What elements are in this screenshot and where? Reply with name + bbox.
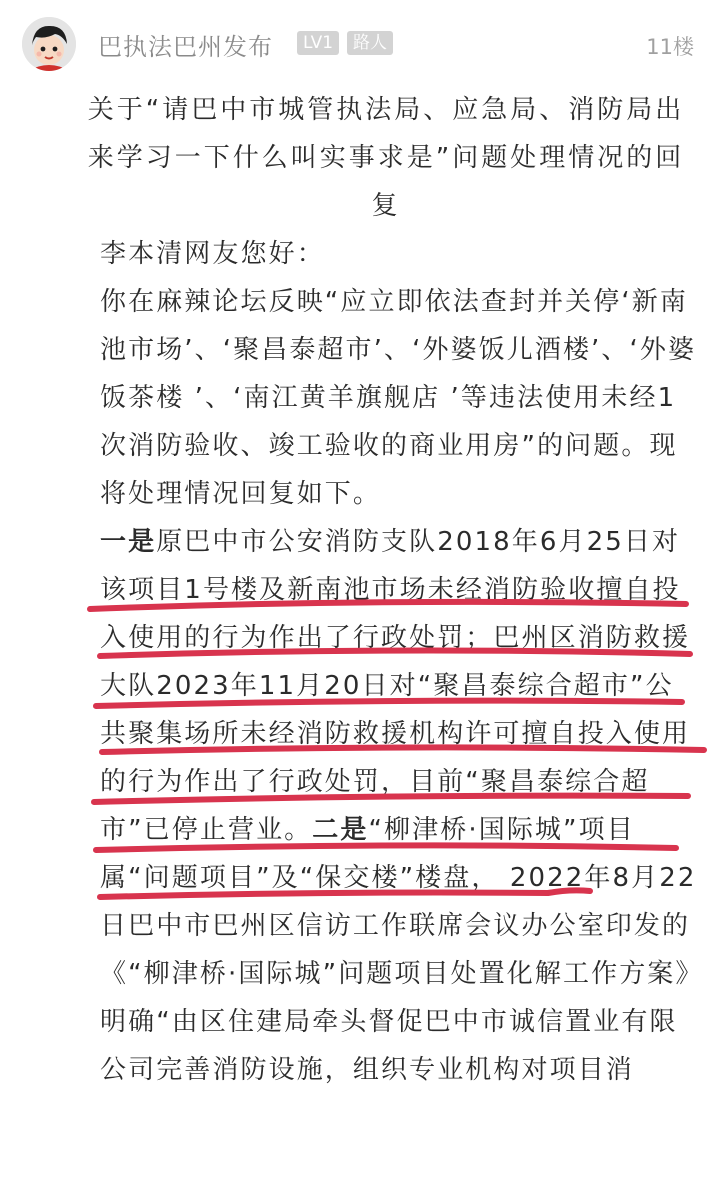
intro-paragraph: 你在麻辣论坛反映“应立即依法查封并关停‘新南池市场’、‘聚昌泰超市’、‘外婆饭儿酒楼’、‘外婆饭茶楼 ’、‘南江黄羊旗舰店 ’等违法使用未经1次消防验收、竣工验收的商业用房”的问题。现将处理情况回复如下。 — [100, 287, 697, 509]
avatar[interactable] — [22, 17, 76, 71]
post-title: 关于“请巴中市城管执法局、应急局、消防局出来学习一下什么叫实事求是”问题处理情况的回复 — [87, 95, 685, 221]
role-badge: 路人 — [347, 31, 393, 55]
point2-text: “柳津桥·国际城”项目属“问题项目”及“保交楼”楼盘， 2022年8月22日巴中市巴州区信访工作联席会议办公室印发的《“柳津桥·国际城”问题项目处置化解工作方案》明确“由区住建局牵头督促巴中市诚信置业有限公司完善消防设施，组织专业机构对项目消 — [100, 815, 697, 1085]
cartoon-face-icon — [22, 17, 76, 71]
greeting: 李本清网友您好： — [100, 239, 325, 269]
point1-text: 原巴中市公安消防支队2018年6月25日对该项目1号楼及新南池市场未经消防验收擅自投入使用的行为作出了行政处罚；巴州区消防救援大队2023年11月20日对“聚昌泰综合超市”公共聚集场所未经消防救援机构许可擅自投入使用的行为作出了行政处罚，目前“聚昌泰综合超市”已停止营业。 — [100, 527, 691, 845]
post-header — [0, 0, 716, 88]
username[interactable]: 巴执法巴州发布 — [98, 33, 273, 61]
point2-label: 二是 — [312, 815, 369, 845]
point1-label: 一是 — [100, 527, 157, 557]
post-body — [100, 230, 700, 1094]
floor-number: 11楼 — [646, 35, 694, 59]
level-badge: LV1 — [297, 31, 339, 55]
points-paragraph — [100, 518, 700, 1094]
